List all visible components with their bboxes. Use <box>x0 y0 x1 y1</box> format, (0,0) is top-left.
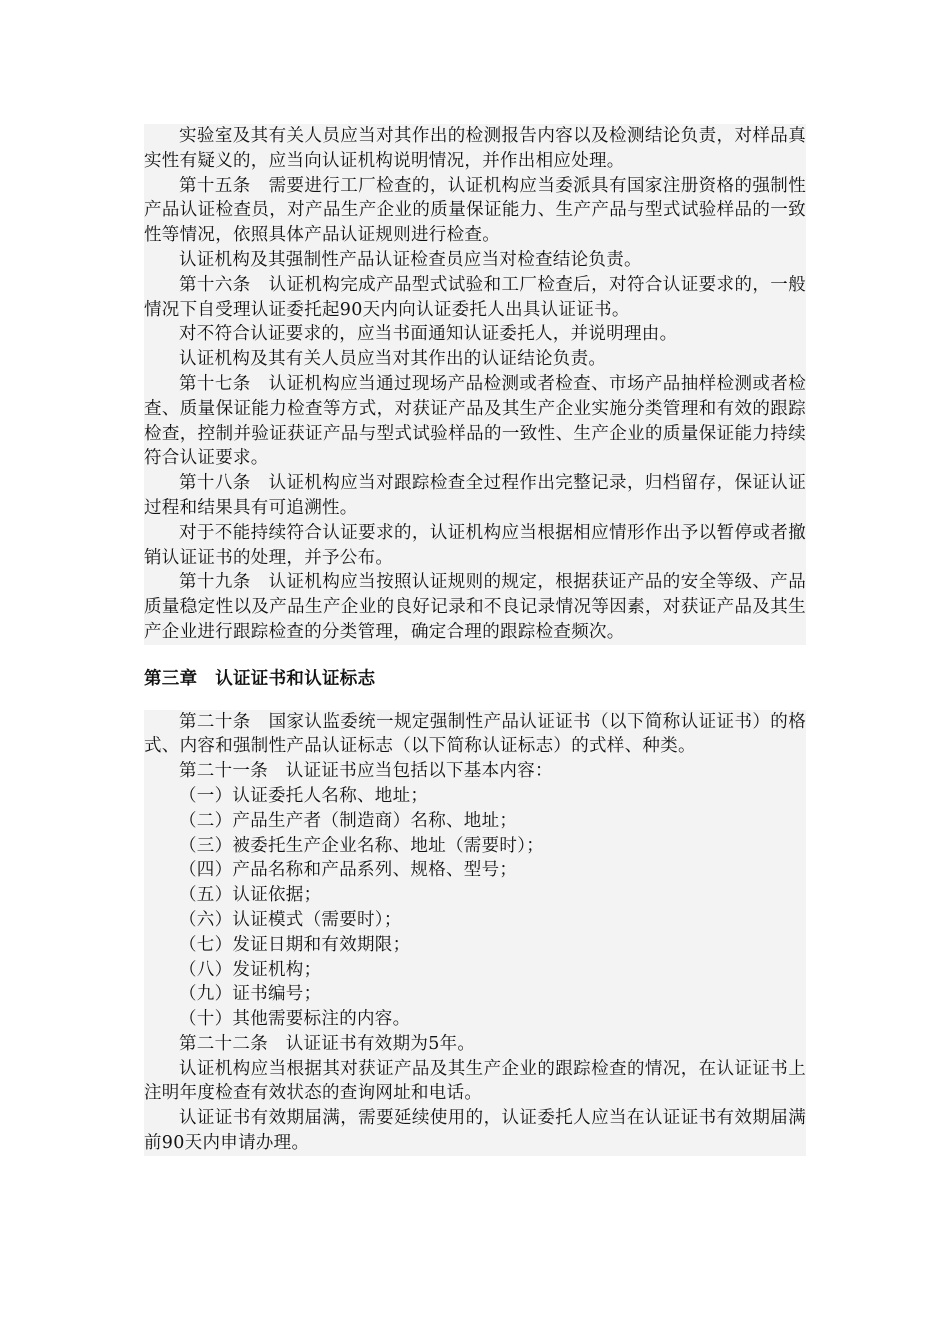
list-item: （九）证书编号； <box>179 984 322 1005</box>
paragraph: 实验室及其有关人员应当对其作出的检测报告内容以及检测结论负责，对样品真实性有疑义的，应当向认证机构说明情况，并作出相应处理。 <box>144 126 806 171</box>
list-item: （十）其他需要标注的内容。 <box>179 1009 411 1030</box>
list-item: （二）产品生产者（制造商）名称、地址； <box>179 810 518 831</box>
paragraph: 认证证书有效期届满，需要延续使用的，认证委托人应当在认证证书有效期届满前90天内申请办理。 <box>144 1108 806 1154</box>
article-19: 第十九条 认证机构应当按照认证规则的规定，根据获证产品的安全等级、产品质量稳定性以及产品生产企业的良好记录和不良记录情况等因素，对获证产品及其生产企业进行跟踪检查的分类管理，确定合理的跟踪检查频次。 <box>144 572 806 642</box>
list-item: （八）发证机构； <box>179 959 322 980</box>
spacer <box>144 645 806 667</box>
article-22: 第二十二条 认证证书有效期为5年。 <box>179 1033 476 1054</box>
paragraph: 对不符合认证要求的，应当书面通知认证委托人，并说明理由。 <box>179 324 678 345</box>
list-item: （三）被委托生产企业名称、地址（需要时）； <box>179 835 545 856</box>
paragraph: 认证机构及其强制性产品认证检查员应当对检查结论负责。 <box>179 249 642 270</box>
section-articles-14-19 <box>144 124 806 645</box>
list-item: （七）发证日期和有效期限； <box>179 934 411 955</box>
article-16: 第十六条 认证机构完成产品型式试验和工厂检查后，对符合认证要求的，一般情况下自受理认证委托起90天内向认证委托人出具认证证书。 <box>144 274 806 320</box>
paragraph: 认证机构应当根据其对获证产品及其生产企业的跟踪检查的情况，在认证证书上注明年度检查有效状态的查询网址和电话。 <box>144 1058 806 1104</box>
paragraph: 认证机构及其有关人员应当对其作出的认证结论负责。 <box>179 349 607 370</box>
spacer <box>144 692 806 710</box>
list-item: （四）产品名称和产品系列、规格、型号； <box>179 860 518 881</box>
article-21: 第二十一条 认证证书应当包括以下基本内容： <box>179 761 553 782</box>
paragraph: 对于不能持续符合认证要求的，认证机构应当根据相应情形作出予以暂停或者撤销认证证书的处理，并予公布。 <box>144 522 806 568</box>
article-15: 第十五条 需要进行工厂检查的，认证机构应当委派具有国家注册资格的强制性产品认证检查员，对产品生产企业的质量保证能力、生产产品与型式试验样品的一致性等情况，依照具体产品认证规则进行检查。 <box>144 175 806 246</box>
article-20: 第二十条 国家认监委统一规定强制性产品认证证书（以下简称认证证书）的格式、内容和强制性产品认证标志（以下简称认证标志）的式样、种类。 <box>144 711 806 757</box>
list-item: （一）认证委托人名称、地址； <box>179 785 429 806</box>
chapter-heading: 第三章 认证证书和认证标志 <box>144 667 806 692</box>
section-articles-20-22 <box>144 710 806 1156</box>
document-body <box>144 124 806 1156</box>
list-item: （五）认证依据； <box>179 885 322 906</box>
article-18: 第十八条 认证机构应当对跟踪检查全过程作出完整记录，归档留存，保证认证过程和结果具有可追溯性。 <box>144 473 806 518</box>
list-item: （六）认证模式（需要时）； <box>179 909 402 930</box>
article-17: 第十七条 认证机构应当通过现场产品检测或者检查、市场产品抽样检测或者检查、质量保证能力检查等方式，对获证产品及其生产企业实施分类管理和有效的跟踪检查，控制并验证获证产品与型式试验样品的一致性、生产企业的质量保证能力持续符合认证要求。 <box>144 373 806 469</box>
